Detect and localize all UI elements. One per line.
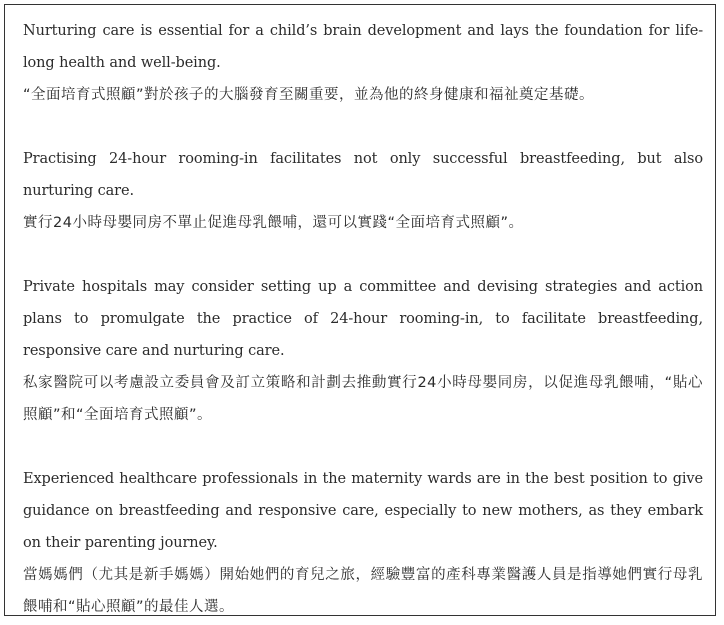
paragraph-private-hospitals [23,271,703,431]
document-body [23,15,703,623]
paragraph-english-text: Experienced healthcare professionals in the maternity wards are in the best position to give guidance on breastfeeding and responsive care, especially to new mothers, as they embark on their parenting journey. [23,471,703,551]
paragraph-chinese-text: “全面培育式照顧”對於孩子的大腦發育至關重要，並為他的終身健康和福祉奠定基礎。 [23,87,595,103]
document-frame [4,4,716,616]
paragraph-english-text: Nurturing care is essential for a child’s brain development and lays the foundation for life-long health and well-being. [23,23,703,71]
paragraph-chinese-text: 私家醫院可以考慮設立委員會及訂立策略和計劃去推動實行24小時母嬰同房，以促進母乳餵哺，“貼心照顧”和“全面培育式照顧”。 [23,375,703,423]
paragraph-chinese-text: 當媽媽們（尤其是新手媽媽）開始她們的育兒之旅，經驗豐富的產科專業醫護人員是指導她們實行母乳餵哺和“貼心照顧”的最佳人選。 [23,567,703,615]
paragraph-chinese-text: 實行24小時母嬰同房不單止促進母乳餵哺，還可以實踐“全面培育式照顧”。 [23,215,524,231]
paragraph-healthcare-professionals [23,463,703,623]
paragraph-english-text: Private hospitals may consider setting up a committee and devising strategies and action plans to promulgate the practice of 24-hour rooming-in, to facilitate breastfeeding, responsive care and nurturing care. [23,279,703,359]
paragraph-rooming-in [23,143,703,239]
paragraph-english-text: Practising 24-hour rooming-in facilitates not only successful breastfeeding, but also nurturing care. [23,151,703,199]
paragraph-nurturing-care [23,15,703,111]
